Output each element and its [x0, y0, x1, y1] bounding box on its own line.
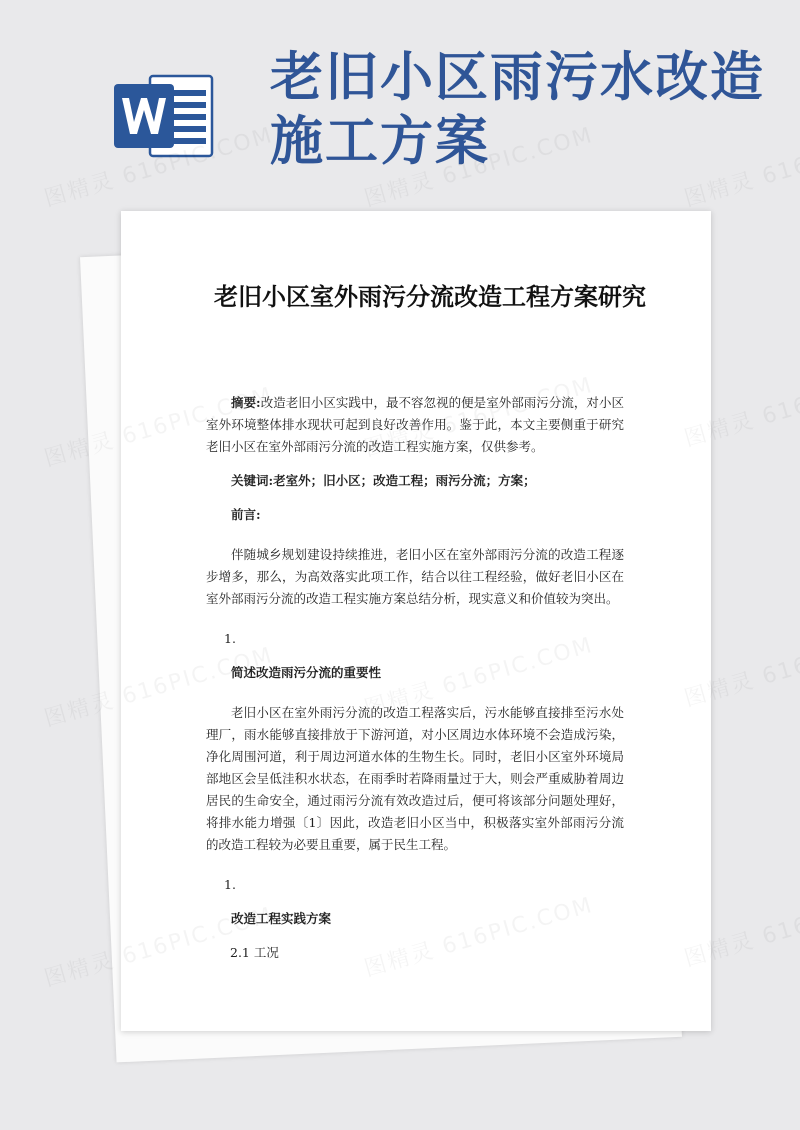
section-2-heading: 改造工程实践方案 [231, 911, 332, 926]
abstract-label: 摘要: [231, 395, 261, 410]
abstract-paragraph [206, 392, 624, 458]
preface-paragraph: 伴随城乡规划建设持续推进，老旧小区在室外部雨污分流的改造工程逐步增多，那么，为高效落实此项工作，结合以往工程经验，做好老旧小区在室外部雨污分流的改造工程实施方案总结分析，现实意义和价值较为突出。 [206, 547, 624, 606]
document-title: 老旧小区室外雨污分流改造工程方案研究 [214, 283, 646, 311]
section-1-paragraph: 老旧小区在室外雨污分流的改造工程落实后，污水能够直接排至污水处理厂，雨水能够直接排放于下游河道，对小区周边水体环境不会造成污染，净化周围河道，利于周边河道水体的生物生长。同时，老旧小区室外环境局部地区会呈低洼积水状态，在雨季时若降雨量过于大，则会严重威胁着周边居民的生命安全，通过雨污分流有效改造过后，便可将该部分问题处理好，将排水能力增强〔1〕因此，改造老旧小区当中，积极落实室外部雨污分流的改造工程较为必要且重要，属于民生工程。 [206, 705, 624, 852]
abstract-text: 改造老旧小区实践中，最不容忽视的便是室外部雨污分流，对小区室外环境整体排水现状可起到良好改善作用。鉴于此，本文主要侧重于研究老旧小区在室外部雨污分流的改造工程实施方案，仅供参考。 [206, 395, 624, 454]
section-1-heading: 简述改造雨污分流的重要性 [231, 665, 382, 680]
subsection-2-1: 2.1 工况 [230, 945, 279, 960]
word-document-icon [112, 70, 214, 162]
keywords-line: 关键词:老室外；旧小区；改造工程；雨污分流；方案； [231, 473, 536, 488]
preface-heading: 前言: [231, 507, 261, 522]
section-1-number: 1. [224, 631, 236, 646]
section-2-number: 1. [224, 877, 236, 892]
banner-title: 老旧小区雨污水改造施工方案 [270, 47, 765, 172]
document-body [206, 392, 624, 964]
